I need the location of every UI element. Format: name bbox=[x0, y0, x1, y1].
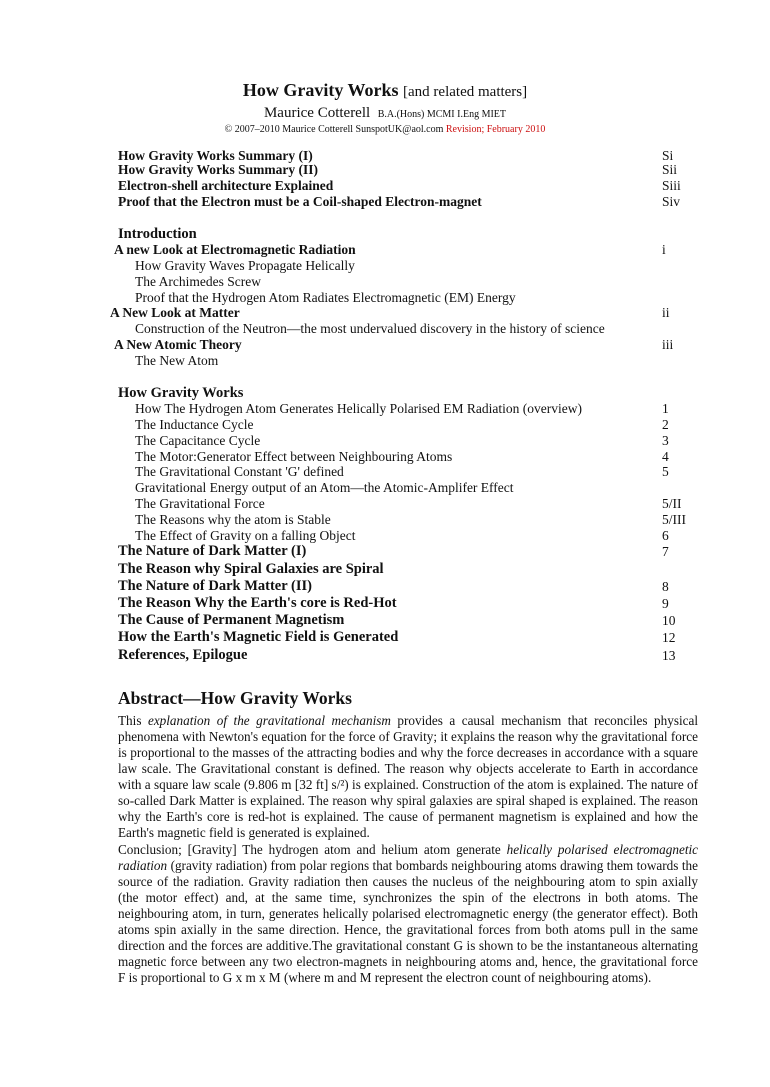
toc-page: 1 bbox=[662, 401, 669, 416]
toc-page: Siv bbox=[662, 194, 681, 209]
title-suffix: [and related matters] bbox=[403, 84, 528, 100]
toc-subentry: Construction of the Neutron—the most undervalued discovery in the history of science bbox=[135, 321, 605, 336]
toc-page: 4 bbox=[662, 449, 669, 464]
abstract-paragraph bbox=[118, 713, 698, 841]
abstract-heading: Abstract—How Gravity Works bbox=[118, 688, 352, 708]
toc-entry: How Gravity Works Summary (I) bbox=[118, 148, 313, 163]
toc-subentry: The Capacitance Cycle bbox=[135, 433, 261, 448]
toc-subentry: The Motor:Generator Effect between Neighbouring Atoms bbox=[135, 449, 453, 464]
toc-page: 6 bbox=[662, 528, 669, 543]
revision-text: Revision; February 2010 bbox=[445, 124, 546, 135]
toc-chapter: How the Earth's Magnetic Field is Generated bbox=[118, 629, 399, 645]
toc-page: Siii bbox=[662, 178, 681, 193]
toc-subentry: The Archimedes Screw bbox=[135, 274, 261, 289]
toc-subentry: The Reasons why the atom is Stable bbox=[135, 512, 331, 527]
toc-subentry: The New Atom bbox=[135, 353, 219, 368]
author-name: Maurice Cotterell bbox=[263, 105, 371, 121]
paragraph-emphasis: helically polarised electromagnetic radiation bbox=[118, 842, 698, 873]
toc-page: 12 bbox=[662, 630, 676, 645]
title-main: How Gravity Works bbox=[242, 80, 399, 100]
toc-chapter: The Reason Why the Earth's core is Red-Hot bbox=[118, 595, 397, 611]
toc-page: Si bbox=[662, 148, 674, 163]
toc-subentry: The Effect of Gravity on a falling Object bbox=[135, 528, 356, 543]
toc-entry: A new Look at Electromagnetic Radiation bbox=[114, 242, 356, 257]
toc-page: 8 bbox=[662, 579, 669, 594]
toc-entry: Proof that the Electron must be a Coil-shaped Electron-magnet bbox=[118, 194, 482, 209]
paragraph-emphasis: explanation of the gravitational mechanism bbox=[147, 713, 391, 728]
toc-subentry: The Gravitational Constant 'G' defined bbox=[135, 464, 344, 479]
toc-entry: A New Look at Matter bbox=[110, 305, 240, 320]
toc-subentry: The Inductance Cycle bbox=[135, 417, 254, 432]
conclusion-paragraph bbox=[118, 842, 698, 986]
toc-entry: Electron-shell architecture Explained bbox=[118, 178, 334, 193]
author-line bbox=[0, 105, 770, 122]
toc-page: ii bbox=[662, 305, 670, 320]
copyright-line bbox=[0, 124, 770, 135]
toc-page: i bbox=[662, 242, 666, 257]
toc-chapter: The Nature of Dark Matter (II) bbox=[118, 578, 312, 594]
toc-heading-introduction: Introduction bbox=[118, 226, 197, 242]
document-title bbox=[0, 80, 770, 101]
paragraph-body: (gravity radiation) from polar regions that bombards neighbouring atoms drawing them towards the source of the radiation. Gravity radiation then causes the nucleus of the neighbouring atom to spin axially (the motor effect) and, at the same time, synchronizes the spin of the electrons in both atoms. The neighbouring atom, in turn, generates helically polarised electromagnetic energy (the generator effect). Both atoms spin axially in the same direction. Hence, the gravitational forces from both atoms pull in the same direction and the forces are additive.The gravitational constant G is shown to be the instantaneous alternating magnetic force between any two electron-magnets in neighbouring atoms and, hence, the gravitational force F is proportional to G x m x M (where m and M represent the electron count of neighbouring atoms). bbox=[118, 858, 698, 985]
paragraph-lead: Conclusion; [Gravity] The hydrogen atom and helium atom generate bbox=[118, 842, 507, 857]
toc-chapter: The Nature of Dark Matter (I) bbox=[118, 543, 307, 559]
toc-chapter: The Reason why Spiral Galaxies are Spiral bbox=[118, 561, 384, 577]
toc-page: iii bbox=[662, 337, 674, 352]
toc-page: 7 bbox=[662, 544, 669, 559]
toc-subentry: The Gravitational Force bbox=[135, 496, 265, 511]
toc-page: 2 bbox=[662, 417, 669, 432]
toc-chapter: References, Epilogue bbox=[118, 647, 248, 663]
copyright-text: © 2007–2010 Maurice Cotterell SunspotUK@aol.com bbox=[224, 124, 444, 135]
toc-page: 13 bbox=[662, 648, 676, 663]
toc-page: 10 bbox=[662, 613, 676, 628]
toc-subentry: How Gravity Waves Propagate Helically bbox=[135, 258, 355, 273]
toc-subentry: Gravitational Energy output of an Atom—the Atomic-Amplifer Effect bbox=[135, 480, 514, 495]
paragraph-lead: This bbox=[118, 713, 148, 728]
toc-page: 5/II bbox=[662, 496, 682, 511]
toc-page: 3 bbox=[662, 433, 669, 448]
toc-entry: How Gravity Works Summary (II) bbox=[118, 162, 319, 177]
toc-subentry: Proof that the Hydrogen Atom Radiates Electromagnetic (EM) Energy bbox=[135, 290, 516, 305]
toc-heading-how-gravity-works: How Gravity Works bbox=[118, 385, 244, 401]
toc-page: 9 bbox=[662, 596, 669, 611]
toc-entry: A New Atomic Theory bbox=[114, 337, 242, 352]
toc-chapter: The Cause of Permanent Magnetism bbox=[118, 612, 345, 628]
paragraph-body: provides a causal mechanism that reconciles physical phenomena with Newton's equation for the force of Gravity; it explains the reason why the gravitational force is proportional to the masses of the attracting bodies and why the force decreases in accordance with a square law scale. The Gravitational constant is defined. The reason why objects accelerate to Earth in accordance with a square law scale (9.806 m [32 ft] s/²) is explained. Construction of the atom is explained. The nature of so-called Dark Matter is explained. The reason why spiral galaxies are spiral shaped is explained. The reason why the Earth's core is red-hot is explained. The cause of permanent magnetism is explained and how the Earth's magnetic field is generated is explained. bbox=[118, 713, 698, 840]
toc-page: 5/III bbox=[662, 512, 686, 527]
toc-page: Sii bbox=[662, 162, 678, 177]
toc-subentry: How The Hydrogen Atom Generates Helically Polarised EM Radiation (overview) bbox=[135, 401, 583, 416]
toc-page: 5 bbox=[662, 464, 669, 479]
author-credentials: B.A.(Hons) MCMI I.Eng MIET bbox=[377, 109, 507, 120]
